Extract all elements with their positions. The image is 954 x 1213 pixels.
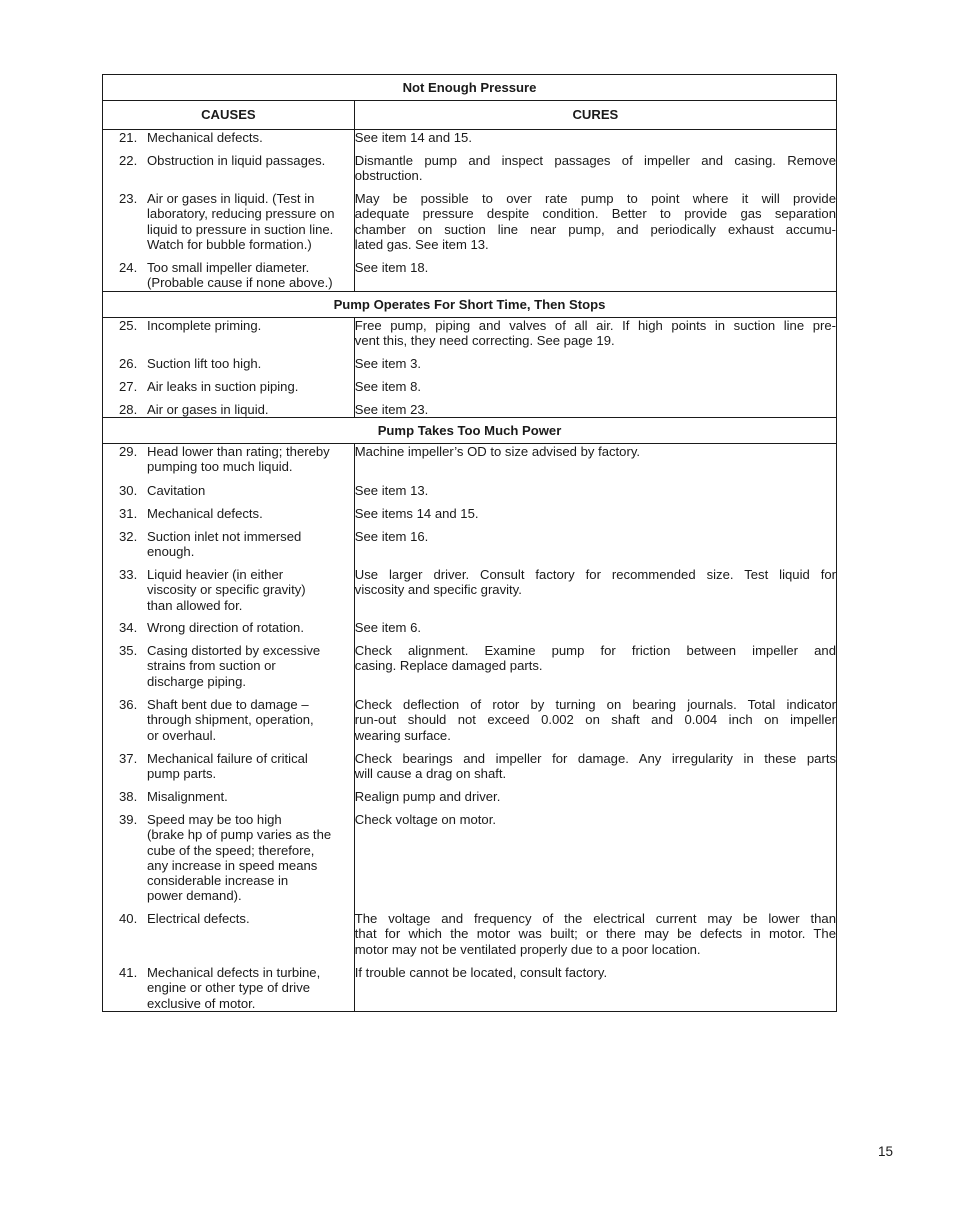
cure-item [355,260,836,291]
cure-item [355,483,836,506]
cure-item [355,911,836,965]
cause-text [147,506,346,529]
cause-line: Too small impeller diameter. [147,260,310,275]
cure-line: See item 14 and 15. [354,130,472,145]
cure-line: Realign pump and driver. [354,789,501,804]
cause-line: (Probable cause if none above.) [147,275,333,291]
cause-text [147,153,346,191]
item-number: 24. [119,260,138,275]
cure-line: Use larger driver. Consult factory for recommended size. Test liquid for [354,567,836,582]
causes-cell [103,130,355,292]
cure-item [355,318,836,356]
cure-item [355,153,836,191]
cause-item [103,965,354,1011]
cause-line: Casing distorted by excessive [147,643,321,658]
item-number: 27. [119,379,138,394]
cause-item [103,567,354,620]
cure-item [355,356,836,379]
cause-text [147,567,346,620]
item-number: 34. [119,620,138,635]
cause-line: through shipment, operation, [147,712,314,728]
cause-item [103,260,354,291]
cause-line: engine or other type of drive [147,980,311,996]
cure-line: viscosity and specific gravity. [354,582,522,598]
section-header-row [103,75,837,101]
cure-line: Free pump, piping and valves of all air. If high points in suction line pre- [354,318,836,333]
cure-line: Check voltage on motor. [354,812,496,827]
cause-text [147,643,346,697]
section-body-row [103,444,837,1012]
causes-cell [103,444,355,1012]
cause-line: or overhaul. [147,727,217,743]
cure-line: See items 14 and 15. [354,506,479,521]
cause-item [103,318,354,356]
cause-item [103,751,354,789]
cause-line: Suction lift too high. [147,356,262,371]
cure-item [355,789,836,812]
item-number: 31. [119,506,138,521]
cause-text [147,191,346,260]
cause-item [103,379,354,402]
cause-line: Mechanical defects. [147,130,263,145]
cause-line: Incomplete priming. [147,318,262,333]
cause-line: Mechanical defects. [147,506,263,521]
cause-line: Watch for bubble formation.) [147,236,312,252]
cause-line: liquid to pressure in suction line. [147,221,334,237]
cause-item [103,356,354,379]
cause-text [147,751,346,789]
cure-line: See item 8. [354,379,421,394]
cure-item [355,191,836,260]
cure-line: adequate pressure despite condition. Better to provide gas separation [354,206,836,222]
section-header-row [103,292,837,318]
cure-line: See item 23. [354,402,429,417]
cause-text [147,620,346,643]
cause-line: Mechanical defects in turbine, [147,965,321,980]
section-body-row [103,130,837,292]
cause-item [103,506,354,529]
cause-item [103,789,354,812]
cause-line: Head lower than rating; thereby [147,444,330,459]
causes-cell [103,318,355,418]
cure-line: May be possible to over rate pump to point where it will provide [354,191,836,206]
cure-line: will cause a drag on shaft. [354,766,507,782]
item-number: 36. [119,697,138,712]
cause-line: strains from suction or [147,658,276,674]
cause-line: Wrong direction of rotation. [147,620,304,635]
cure-line: The voltage and frequency of the electrical current may be lower than [354,911,836,926]
cause-line: Air or gases in liquid. (Test in [147,191,315,206]
cure-line: vent this, they need correcting. See page 19. [354,333,615,349]
cause-line: viscosity or specific gravity) [147,582,306,598]
cure-item [355,643,836,697]
cure-line: wearing surface. [354,727,451,743]
cause-line: exclusive of motor. [147,995,256,1011]
item-number: 21. [119,130,138,145]
cure-line: See item 6. [354,620,421,635]
cure-item [355,130,836,153]
cause-item [103,191,354,260]
section-title: Pump Takes Too Much Power [103,418,837,444]
cause-line: (brake hp of pump varies as the [147,827,332,843]
item-number: 25. [119,318,138,333]
item-number: 41. [119,965,138,980]
cure-item [355,379,836,402]
cures-cell [354,130,836,292]
cure-line: motor may not be ventilated properly due to a poor location. [354,941,701,957]
cure-item [355,812,836,911]
cause-item [103,620,354,643]
cure-line: Dismantle pump and inspect passages of impeller and casing. Remove [354,153,836,168]
cause-item [103,444,354,483]
cure-line: See item 16. [354,529,429,544]
cause-item [103,130,354,153]
cure-line: casing. Replace damaged parts. [354,658,543,674]
cures-cell [354,318,836,418]
item-number: 29. [119,444,138,459]
cure-line: If trouble cannot be located, consult factory. [354,965,608,980]
cause-line: any increase in speed means [147,857,318,873]
cure-item [355,402,836,417]
cure-line: See item 3. [354,356,421,371]
cause-text [147,260,346,291]
cause-line: Suction inlet not immersed [147,529,302,544]
item-number: 35. [119,643,138,658]
cures-header: CURES [354,101,836,130]
cure-item [355,965,836,1011]
section-header-row [103,418,837,444]
cause-item [103,697,354,751]
cause-text [147,318,346,356]
cause-line: than allowed for. [147,597,243,613]
cause-text [147,965,346,1011]
cure-line: Check deflection of rotor by turning on bearing journals. Total indicator [354,697,836,712]
cure-item [355,751,836,789]
cause-item [103,812,354,911]
cure-item [355,506,836,529]
item-number: 22. [119,153,138,168]
cure-line: run-out should not exceed 0.002 on shaft and 0.004 inch on impeller [354,712,836,728]
cause-line: cube of the speed; therefore, [147,842,315,858]
cause-item [103,911,354,965]
cause-line: enough. [147,544,195,560]
item-number: 38. [119,789,138,804]
cause-item [103,402,354,417]
cause-line: Electrical defects. [147,911,250,926]
item-number: 28. [119,402,138,417]
cause-line: Liquid heavier (in either [147,567,284,582]
item-number: 23. [119,191,138,206]
item-number: 39. [119,812,138,827]
item-number: 33. [119,567,138,582]
cause-line: Mechanical failure of critical [147,751,308,766]
item-number: 30. [119,483,138,498]
item-number: 37. [119,751,138,766]
cure-line: Check alignment. Examine pump for friction between impeller and [354,643,836,658]
cure-line: Check bearings and impeller for damage. Any irregularity in these parts [354,751,836,766]
cure-line: See item 13. [354,483,429,498]
cure-line: lated gas. See item 13. [354,236,489,252]
cause-text [147,812,346,911]
item-number: 32. [119,529,138,544]
cause-text [147,130,346,153]
cause-line: discharge piping. [147,673,246,689]
cause-text [147,911,346,965]
cause-line: Obstruction in liquid passages. [147,153,326,168]
cause-line: Air leaks in suction piping. [147,379,299,394]
cause-line: considerable increase in [147,873,289,889]
cause-line: Air or gases in liquid. [147,402,269,417]
cure-line: obstruction. [354,168,423,184]
cause-item [103,483,354,506]
cause-line: Misalignment. [147,789,228,804]
cause-text [147,356,346,379]
section-title: Pump Operates For Short Time, Then Stops [103,292,837,318]
cause-item [103,529,354,567]
page-number: 15 [878,1144,894,1159]
cause-text [147,402,346,417]
cause-item [103,153,354,191]
section-body-row [103,318,837,418]
cause-text [147,529,346,567]
cure-line: that for which the motor was built; or there may be defects in motor. The [354,926,836,942]
cure-item [355,529,836,567]
item-number: 40. [119,911,138,926]
cure-item [355,567,836,620]
cause-text [147,697,346,751]
cause-item [103,643,354,697]
cause-text [147,379,346,402]
causes-header: CAUSES [103,101,355,130]
item-number: 26. [119,356,138,371]
cause-line: pumping too much liquid. [147,459,293,475]
cause-line: laboratory, reducing pressure on [147,206,335,222]
column-header-row [103,101,837,130]
cure-line: Machine impeller’s OD to size advised by factory. [354,444,641,459]
cause-line: Shaft bent due to damage – [147,697,309,712]
cause-text [147,483,346,506]
section-title: Not Enough Pressure [103,75,837,101]
cause-line: power demand). [147,888,242,904]
cure-line: See item 18. [354,260,429,275]
cause-line: pump parts. [147,766,217,782]
cause-text [147,444,346,483]
cure-item [355,620,836,643]
troubleshooting-table [102,74,837,1012]
cures-cell [354,444,836,1012]
cure-item [355,697,836,751]
cause-line: Speed may be too high [147,812,282,827]
cure-line: chamber on suction line near pump, and periodically exhaust accumu- [354,221,836,237]
cause-line: Cavitation [147,483,206,498]
cure-item [355,444,836,483]
cause-text [147,789,346,812]
